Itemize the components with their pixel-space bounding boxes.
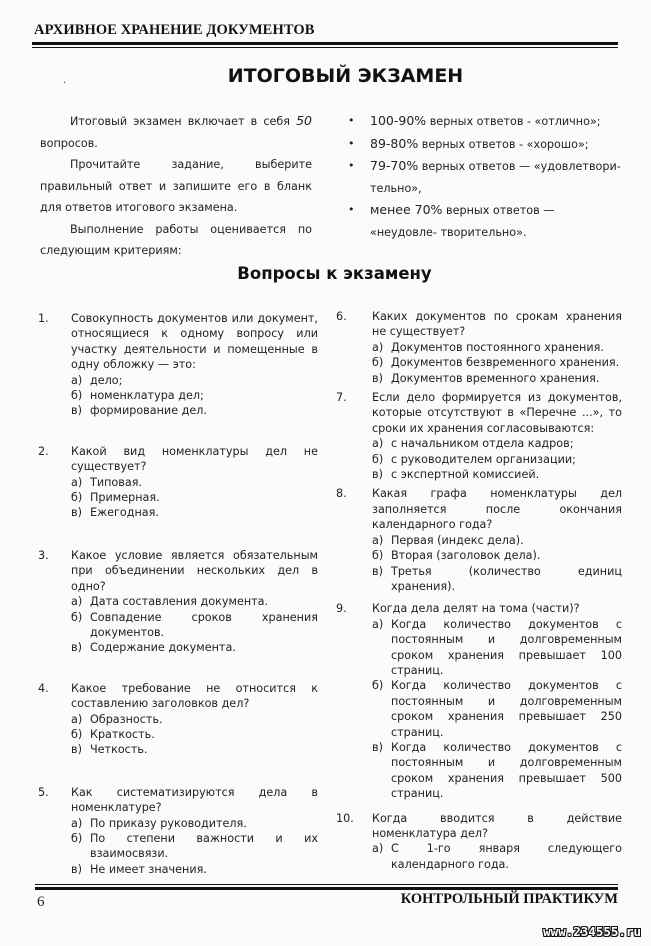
question-item [336, 811, 622, 873]
option-letter: а) [372, 842, 384, 856]
grading-criteria-list [348, 110, 623, 243]
question-text: Какая графа номенклатуры дел заполняется после окончания календарного года? [372, 487, 622, 532]
footer-rule-thin [35, 884, 618, 885]
criteria-range: 100-90% [370, 113, 427, 128]
question-item [38, 444, 318, 521]
intro-paragraph-1 [40, 110, 312, 154]
answer-option [71, 831, 318, 862]
option-letter: а) [71, 712, 83, 726]
answer-option [372, 355, 622, 370]
option-letter: б) [372, 679, 384, 693]
option-letter: б) [71, 389, 83, 403]
page-title: ИТОГОВЫЙ ЭКЗАМЕН [227, 65, 464, 87]
option-letter: в) [71, 506, 82, 520]
option-letter: а) [372, 533, 384, 547]
answer-option [71, 742, 318, 757]
intro-paragraph-3: Выполнение работы оценивается по следующим критериям: [40, 222, 312, 257]
option-text: Когда количество документов с постоянным и долговременным сроком хранения превышает 500 страниц. [391, 740, 622, 801]
answer-option [71, 388, 318, 403]
question-text: Какое требование не относится к составлению заголовков дел? [71, 681, 318, 711]
option-text: Четкость. [90, 743, 148, 757]
question-item [336, 390, 622, 482]
answer-option [372, 678, 622, 740]
option-text: Примерная. [90, 491, 160, 505]
criteria-item [348, 133, 623, 156]
question-item [38, 548, 318, 656]
answer-options [372, 340, 622, 386]
answer-option [71, 475, 318, 490]
question-number: 7. [336, 391, 347, 405]
criteria-text: верных ответов - «хорошо»; [418, 137, 589, 151]
option-letter: б) [71, 610, 83, 624]
option-text: Ежегодная. [90, 506, 159, 520]
question-item [38, 681, 318, 758]
question-number: 1. [38, 312, 49, 325]
questions-column-left [38, 311, 318, 877]
intro-paragraph-2: Прочитайте задание, выберите правильный ответ и запишите его в бланк для ответов итогового экзамена. [40, 158, 312, 214]
option-text: Содержание документа. [90, 641, 236, 655]
section-title: Вопросы к экзамену [237, 264, 432, 283]
answer-options [372, 841, 622, 872]
option-letter: в) [71, 641, 82, 655]
option-letter: а) [372, 340, 384, 354]
option-text: Документов временного хранения. [391, 371, 600, 385]
option-letter: б) [372, 452, 384, 466]
answer-option [372, 452, 622, 467]
option-letter: а) [71, 475, 83, 489]
question-number: 3. [38, 548, 49, 562]
question-number: 8. [336, 487, 347, 501]
answer-option [372, 533, 622, 548]
answer-option [372, 371, 622, 386]
answer-option [372, 617, 622, 679]
question-text: Каких документов по срокам хранения не существует? [372, 310, 622, 339]
option-text: Вторая (заголовок дела). [391, 549, 541, 563]
running-footer-title: КОНТРОЛЬНЫЙ ПРАКТИКУМ [400, 891, 618, 907]
answer-option [71, 373, 318, 388]
answer-option [71, 594, 318, 609]
stray-mark: · [63, 78, 67, 89]
option-text: Не имеет значения. [90, 862, 207, 876]
questions-column-right [336, 309, 622, 872]
answer-options [372, 533, 622, 595]
option-text: Третья (количество единиц хранения). [391, 564, 622, 593]
option-letter: а) [372, 437, 384, 451]
option-text: Краткость. [90, 727, 155, 741]
answer-option [71, 610, 318, 641]
option-text: С 1-го января следующего календарного года. [391, 842, 622, 871]
option-text: номенклатура дел; [90, 389, 204, 403]
header-rule-thin [32, 47, 618, 48]
question-text: Когда дела делят на тома (части)? [372, 602, 580, 616]
answer-options [71, 816, 318, 878]
answer-option [71, 862, 318, 877]
bullet-icon: • [348, 203, 355, 216]
option-text: с начальником отдела кадров; [391, 437, 574, 451]
answer-option [372, 564, 622, 595]
option-text: Образность. [90, 712, 163, 726]
option-text: Когда количество документов с постоянным и долговременным сроком хранения превышает 250 страниц. [391, 679, 622, 739]
question-text: Если дело формируется из документов, которые отсутствуют в «Перечне ...», то сроки их хранения согласовываются: [372, 391, 622, 435]
question-count: 50 [296, 113, 312, 128]
answer-options [71, 475, 318, 521]
header-rule-thick [32, 42, 618, 45]
question-text: Какое условие является обязательным при объединении нескольких дел в одно? [71, 548, 318, 593]
option-letter: а) [71, 373, 83, 387]
criteria-item [348, 110, 623, 133]
answer-option [71, 640, 318, 655]
criteria-item [348, 199, 623, 243]
option-text: Документов постоянного хранения. [391, 340, 604, 354]
option-letter: в) [372, 564, 383, 578]
option-letter: а) [372, 617, 384, 631]
bullet-icon: • [348, 114, 355, 127]
answer-option [71, 505, 318, 520]
option-text: По приказу руководителя. [90, 816, 247, 830]
answer-option [372, 548, 622, 563]
option-text: По степени важности и их взаимосвязи. [90, 831, 318, 861]
answer-option [372, 841, 622, 872]
answer-option [71, 712, 318, 727]
question-number: 6. [336, 310, 347, 323]
option-text: Документов безвременного хранения. [391, 356, 620, 370]
answer-options [372, 436, 622, 482]
answer-options [71, 712, 318, 758]
question-text: Как систематизируются дела в номенклатуре? [71, 785, 318, 815]
question-number: 5. [38, 785, 49, 799]
option-text: дело; [90, 373, 123, 387]
question-number: 9. [336, 602, 347, 616]
option-letter: б) [71, 727, 83, 741]
option-text: Когда количество документов с постоянным и долговременным сроком хранения превышает 100 страниц. [391, 617, 622, 677]
option-letter: б) [372, 549, 384, 563]
criteria-range: 79-70% [370, 158, 419, 173]
bullet-icon: • [348, 159, 355, 172]
question-item [38, 785, 318, 877]
answer-option [372, 436, 622, 451]
criteria-range: менее 70% [370, 202, 443, 217]
option-text: Совпадение сроков хранения документов. [90, 610, 318, 639]
criteria-text: верных ответов - «отлично»; [426, 115, 601, 128]
answer-option [71, 490, 318, 505]
option-letter: в) [372, 468, 383, 482]
question-number: 10. [336, 811, 354, 825]
answer-option [71, 816, 318, 831]
answer-option [372, 340, 622, 355]
bullet-icon: • [348, 136, 355, 150]
page-number: 6 [37, 894, 45, 910]
option-letter: в) [71, 862, 82, 876]
option-letter: а) [71, 595, 83, 609]
criteria-range: 89-80% [370, 135, 419, 151]
option-letter: б) [71, 831, 83, 845]
option-text: с экспертной комиссией. [391, 468, 540, 482]
criteria-text: верных ответов — «удовлетвори- тельно», [370, 160, 621, 195]
question-text: Когда вводится в действие номенклатура дел? [372, 811, 622, 840]
option-letter: б) [71, 491, 83, 505]
answer-options [71, 373, 318, 419]
option-letter: в) [372, 371, 383, 385]
criteria-item [348, 155, 623, 199]
option-letter: в) [372, 740, 383, 754]
option-text: формирование дел. [90, 404, 207, 418]
option-letter: а) [71, 816, 83, 830]
answer-option [71, 727, 318, 742]
option-letter: б) [372, 356, 384, 370]
intro-paragraph-1-end: вопросов. [40, 136, 98, 150]
intro-text [40, 110, 312, 262]
option-text: с руководителем организации; [391, 452, 576, 466]
answer-options [372, 617, 622, 802]
answer-option [372, 740, 622, 802]
question-item [336, 309, 622, 386]
intro-paragraph-1-start: Итоговый экзамен включает в себя [70, 115, 297, 128]
question-text: Какой вид номенклатуры дел не существует? [71, 444, 318, 474]
footer-rule-thick [35, 887, 618, 890]
option-letter: в) [71, 743, 82, 757]
option-text: Типовая. [90, 475, 142, 489]
question-number: 2. [38, 444, 49, 458]
running-header-title: АРХИВНОЕ ХРАНЕНИЕ ДОКУМЕНТОВ [34, 22, 315, 38]
answer-options [71, 594, 318, 656]
option-text: Первая (индекс дела). [391, 533, 524, 547]
question-item [336, 601, 622, 801]
question-item [38, 311, 318, 419]
answer-option [71, 403, 318, 418]
option-text: Дата составления документа. [90, 595, 269, 609]
question-number: 4. [38, 681, 49, 695]
answer-option [372, 467, 622, 482]
question-item [336, 486, 622, 594]
option-letter: в) [71, 404, 82, 418]
watermark: www.234555.ru [543, 924, 641, 939]
criteria-text: верных ответов — «неудовле- творительно». [370, 204, 555, 239]
question-text: Совокупность документов или документ, относящиеся к одному вопросу или участку деятельности и помещенные в одну обложку — это: [71, 312, 318, 372]
